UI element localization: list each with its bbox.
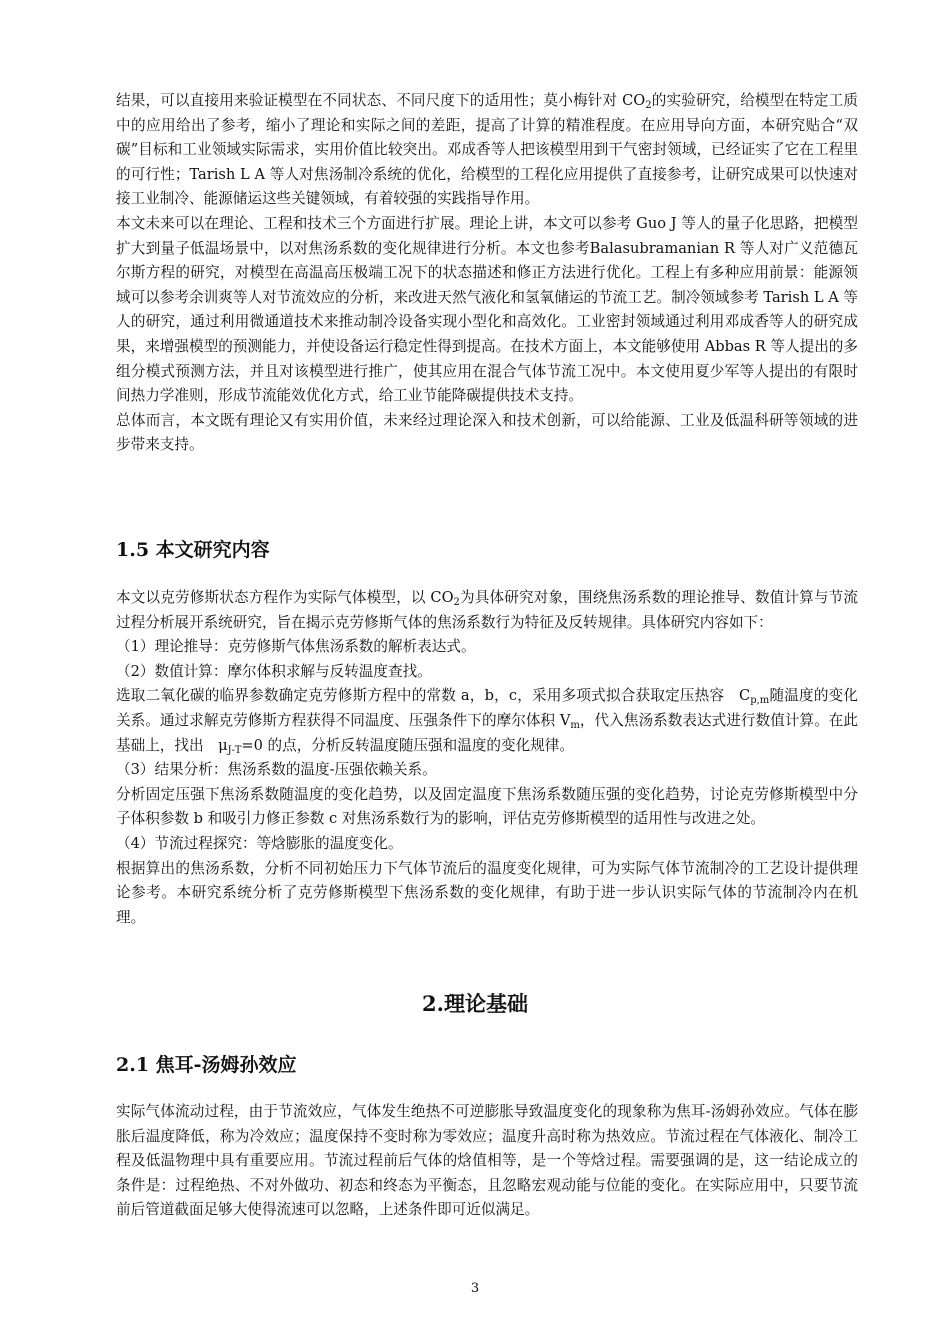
text-run: 结果，可以直接用来验证模型在不同状态、不同尺度下的适用性；莫小梅针对 CO bbox=[116, 92, 646, 109]
list-item-numerical: （2）数值计算：摩尔体积求解与反转温度查找。 bbox=[116, 662, 432, 680]
paragraph-validation-and-application bbox=[116, 89, 858, 212]
text-run: 选取二氧化碳的临界参数确定克劳修斯方程中的常数 a，b，c，采用多项式拟合获取定压热容 C bbox=[116, 687, 751, 705]
paragraph-summary: 总体而言，本文既有理论又有实用价值，未来经过理论深入和技术创新，可以给能源、工业及低温科研等领域的进步带来支持。 bbox=[116, 411, 858, 454]
paragraph-analysis-method: 分析固定压强下焦汤系数随温度的变化趋势，以及固定温度下焦汤系数随压强的变化趋势，讨论克劳修斯模型中分子体积参数 b 和吸引力修正参数 c 对焦汤系数行为的影响，评估克劳修斯模型的适用性与改进之处。 bbox=[116, 785, 858, 828]
list-item-theory: （1）理论推导：克劳修斯气体焦汤系数的解析表达式。 bbox=[116, 638, 476, 656]
text-run: 随温度的变化关系。通过求解克劳修斯方程获得不同温度、压强条件下的摩尔体积 V bbox=[116, 687, 858, 729]
list-item-analysis: （3）结果分析：焦汤系数的温度-压强依赖关系。 bbox=[116, 761, 437, 779]
text-run: 为具体研究对象，围绕焦汤系数的理论推导、数值计算与节流过程分析展开系统研究，旨在揭示克劳修斯气体的焦汤系数行为特征及反转规律。具体研究内容如下： bbox=[116, 589, 858, 631]
opening-paragraphs bbox=[116, 89, 858, 458]
text-run: ，代入焦汤系数表达式进行数值计算。在此基础上，找出 μ bbox=[116, 711, 858, 754]
section-2-1-body bbox=[116, 1100, 858, 1223]
section-heading-1-5: 1.5 本文研究内容 bbox=[116, 539, 270, 561]
subscript-jt: J-T bbox=[227, 744, 242, 756]
subscript-m: m bbox=[570, 719, 580, 731]
text-run: =0 的点，分析反转温度随压强和温度的变化规律。 bbox=[241, 736, 574, 754]
paragraph-research-intro bbox=[116, 586, 858, 635]
page-number: 3 bbox=[470, 1281, 480, 1296]
section-1-5-body bbox=[116, 586, 858, 930]
chapter-heading-2: 2.理论基础 bbox=[422, 991, 528, 1016]
subscript-2: 2 bbox=[645, 100, 652, 111]
text-run: 的实验研究，给模型在特定工质中的应用给出了参考，缩小了理论和实际之间的差距，提高了计算的精准程度。在应用导向方面，本研究贴合“双碳”目标和工业领域实际需求，实用价值比较突出。邓成香等人把该模型用到干气密封领域，已经证实了它在工程里的可行性；Tarish L A 等人对焦汤制冷系统的优化，给模型的工程化应用提供了直接参考，让研究成果可以快速对接工业制冷、能源储运这些关键领域，有着较强的实践指导作用。 bbox=[116, 92, 858, 208]
subscript-pm: p,m bbox=[750, 695, 770, 707]
paragraph-throttling-method: 根据算出的焦汤系数，分析不同初始压力下气体节流后的温度变化规律，可为实际气体节流制冷的工艺设计提供理论参考。本研究系统分析了克劳修斯模型下焦汤系数的变化规律，有助于进一步认识实际气体的节流制冷内在机理。 bbox=[116, 859, 858, 926]
subscript-2: 2 bbox=[453, 597, 460, 608]
paragraph-numerical-method bbox=[116, 684, 858, 758]
section-heading-2-1: 2.1 焦耳-汤姆孙效应 bbox=[116, 1054, 297, 1076]
paragraph-joule-thomson-effect: 实际气体流动过程，由于节流效应，气体发生绝热不可逆膨胀导致温度变化的现象称为焦耳-汤姆孙效应。气体在膨胀后温度降低，称为冷效应；温度保持不变时称为零效应；温度升高时称为热效应。节流过程在气体液化、制冷工程及低温物理中具有重要应用。节流过程前后气体的焓值相等，是一个等焓过程。需要强调的是，这一结论成立的条件是：过程绝热、不对外做功、初态和终态为平衡态，且忽略宏观动能与位能的变化。在实际应用中，只要节流前后管道截面足够大使得流速可以忽略，上述条件即可近似满足。 bbox=[116, 1103, 858, 1219]
list-item-throttling: （4）节流过程探究：等焓膨胀的温度变化。 bbox=[116, 834, 403, 852]
text-run: 本文以克劳修斯状态方程作为实际气体模型，以 CO bbox=[116, 589, 454, 606]
paragraph-future-extension: 本文未来可以在理论、工程和技术三个方面进行扩展。理论上讲，本文可以参考 Guo J 等人的量子化思路，把模型扩大到量子低温场景中，以对焦汤系数的变化规律进行分析。本文也参考Balasubramanian R 等人对广义范德瓦尔斯方程的研究，对模型在高温高压极端工况下的状态描述和修正方法进行优化。工程上有多种应用前景：能源领域可以参考余训爽等人对节流效应的分析，来改进天然气液化和氢氧储运的节流工艺。制冷领域参考 Tarish L A 等人的研究，通过利用微通道技术来推动制冷设备实现小型化和高效化。工业密封领域通过利用邓成香等人的研究成果，来增强模型的预测能力，并使设备运行稳定性得到提高。在技术方面上，本文能够使用 Abbas R 等人提出的多组分模式预测方法，并且对该模型进行推广，使其应用在混合气体节流工况中。本文使用夏少军等人提出的有限时间热力学准则，形成节流能效优化方式，给工业节能降碳提供技术支持。 bbox=[116, 214, 858, 405]
